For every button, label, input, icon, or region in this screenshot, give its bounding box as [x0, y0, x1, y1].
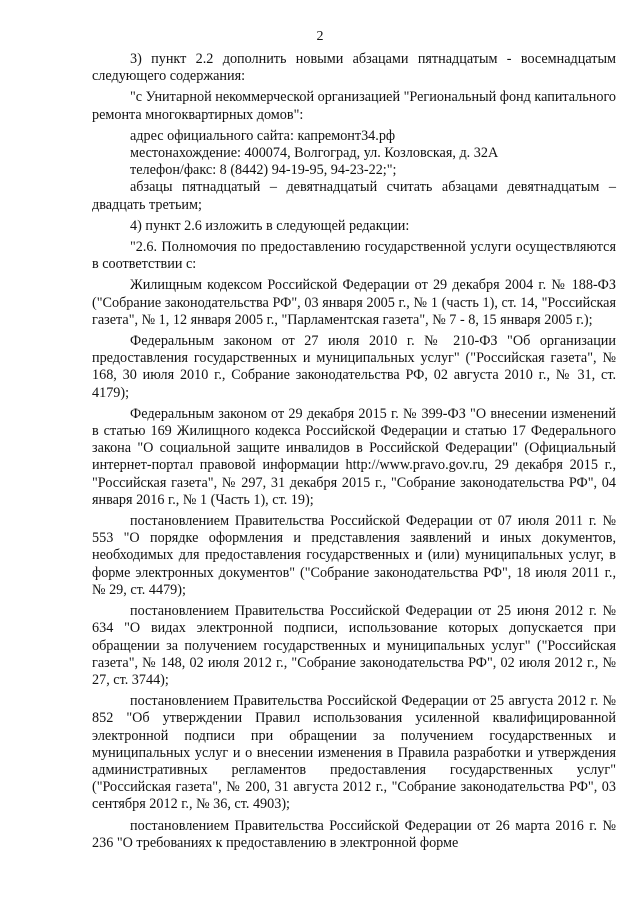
amendment-paragraph: 4) пункт 2.6 изложить в следующей редакции:	[130, 217, 410, 234]
location-address-line: местонахождение: 400074, Волгоград, ул. Козловская, д. 32А	[130, 145, 499, 162]
legal-reference-paragraph: постановлением Правительства Российской Федерации от 07 июля 2011 г. № 553 "О порядке оформления и представления заявлений и иных документов, необходимых для предоставления государственных и (или) муниципальных услуг, в форме электронных документов" ("Собрание законодательства РФ", 18 июля 2011 г., № 29, ст. 4479);	[92, 513, 616, 598]
quoted-organization-paragraph: "с Унитарной некоммерческой организацией "Региональный фонд капитального ремонта многоквартирных домов":	[92, 89, 616, 123]
legal-reference-paragraph: постановлением Правительства Российской Федерации от 26 марта 2016 г. № 236 "О требованиях к предоставлению в электронной форме	[92, 817, 616, 851]
renumbering-paragraph: абзацы пятнадцатый – девятнадцатый считать абзацами девятнадцатым – двадцать третьим;	[92, 179, 616, 213]
legal-reference-paragraph: Жилищным кодексом Российской Федерации от 29 декабря 2004 г. № 188-ФЗ ("Собрание законодательства РФ", 03 января 2005 г., № 1 (часть 1), ст. 14, "Российская газета", № 1, 12 января 2005 г., "Парламентская газета", № 7 - 8, 15 января 2005 г.);	[92, 277, 616, 328]
website-address-line: адрес официального сайта: капремонт34.рф	[130, 127, 396, 144]
clause-2-6-paragraph: "2.6. Полномочия по предоставлению государственной услуги осуществляются в соответствии с:	[92, 239, 616, 273]
phone-fax-line: телефон/факс: 8 (8442) 94-19-95, 94-23-22;";	[130, 162, 397, 179]
page-number: 2	[316, 29, 324, 44]
document-body	[92, 51, 616, 856]
legal-reference-paragraph: постановлением Правительства Российской Федерации от 25 июня 2012 г. № 634 "О видах электронной подписи, использование которых допускается при обращении за получением государственных и муниципальных услуг" ("Российская газета", № 148, 02 июля 2012 г., "Собрание законодательства РФ", 02 июля 2012 г., № 27, ст. 3744);	[92, 603, 616, 688]
legal-reference-paragraph: Федеральным законом от 27 июля 2010 г. № 210-ФЗ "Об организации предоставления государственных и муниципальных услуг" ("Российская газета", № 168, 30 июля 2010 г., Собрание законодательства РФ, 02 августа 2010 г., № 31, ст. 4179);	[92, 333, 616, 401]
legal-reference-paragraph: постановлением Правительства Российской Федерации от 25 августа 2012 г. № 852 "Об утверждении Правил использования усиленной квалифицированной электронной подписи при обращении за получением государственных и муниципальных услуг и о внесении изменения в Правила разработки и утверждения административных регламентов предоставления государственных услуг" ("Российская газета", № 200, 31 августа 2012 г., "Собрание законодательства РФ", 03 сентября 2012 г., № 36, ст. 4903);	[92, 693, 616, 813]
legal-reference-paragraph: Федеральным законом от 29 декабря 2015 г. № 399-ФЗ "О внесении изменений в статью 169 Жилищного кодекса Российской Федерации и статью 17 Федерального закона "О социальной защите инвалидов в Российской Федерации" (Официальный интернет-портал правовой информации http://www.pravo.gov.ru, 29 декабря 2015 г., "Российская газета", № 297, 31 декабря 2015 г., "Собрание законодательства РФ", 04 января 2016 г., № 1 (Часть 1), ст. 19);	[92, 405, 616, 508]
amendment-paragraph: 3) пункт 2.2 дополнить новыми абзацами пятнадцатым - восемнадцатым следующего содержания:	[92, 51, 616, 85]
